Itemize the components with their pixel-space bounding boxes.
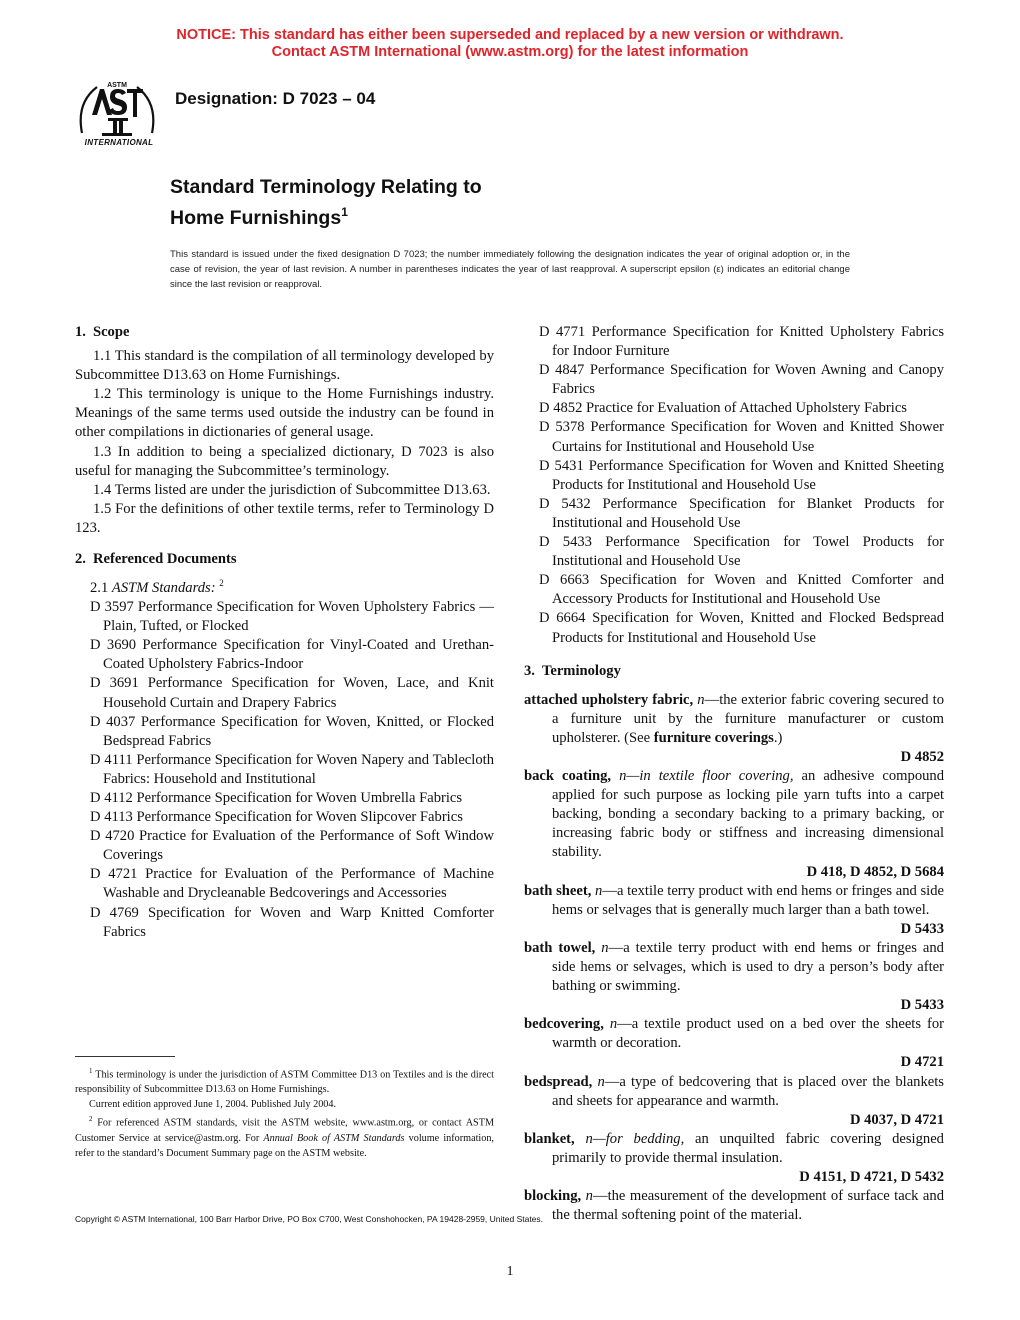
term-definition: —a textile terry product with end hems or fringes and side hems or selvages that is generally much larger than a bath towel. <box>552 882 944 918</box>
term-name: back coating, <box>524 768 612 785</box>
term-definition: —a type of bedcovering that is placed over the blankets and sheets for appearance and warmth. <box>552 1073 944 1109</box>
scope-para: 1.1 This standard is the compilation of all terminology developed by Subcommittee D13.63 on Home Furnishings. <box>75 348 494 384</box>
term-pos: n <box>595 882 603 899</box>
term-pos: n <box>619 768 627 785</box>
footnotes <box>75 1064 494 1161</box>
term-name: bedcovering, <box>524 1016 604 1033</box>
footnote-1-edition: Current edition approved June 1, 2004. Published July 2004. <box>89 1099 337 1111</box>
term-name: blocking, <box>524 1188 582 1205</box>
term-pos: n <box>585 1188 593 1205</box>
designation: Designation: D 7023 – 04 <box>175 89 376 108</box>
logo-wordmark: INTERNATIONAL <box>84 138 154 147</box>
term-citation: D 4721 <box>900 1054 944 1071</box>
referenced-standard: D 4720 Practice for Evaluation of the Performance of Soft Window Coverings <box>90 828 494 864</box>
scope-para: 1.2 This terminology is unique to the Home Furnishings industry. Meanings of the same terms used outside the industry can be found in other compilations in dictionaries of general usage. <box>75 386 494 441</box>
referenced-standard: D 5433 Performance Specification for Towel Products for Institutional and Household Use <box>539 534 944 570</box>
term-entry <box>524 1015 944 1072</box>
term-entry <box>524 939 944 1015</box>
notice-line-1: NOTICE: This standard has either been superseded and replaced by a new version or withdrawn. <box>176 27 844 43</box>
referenced-standard: D 4721 Practice for Evaluation of the Performance of Machine Washable and Drycleanable Bedcoverings and Accessories <box>90 866 494 902</box>
term-definition: an unquilted fabric covering designed primarily to provide thermal insulation. <box>552 1130 944 1166</box>
term-entry <box>524 767 944 882</box>
section-terminology-heading: 3. Terminology <box>524 662 621 679</box>
referenced-standard: D 4111 Performance Specification for Woven Napery and Tablecloth Fabrics: Household and Institutional <box>90 751 494 787</box>
term-entry <box>524 882 944 939</box>
term-pos: n <box>697 691 705 708</box>
referenced-standard: D 4112 Performance Specification for Woven Umbrella Fabrics <box>90 790 463 807</box>
term-entry: attached upholstery fabric, n—the exterior fabric covering secured to a furniture unit by the furniture manufacturer or custom upholsterer. (See furniture coverings.) D 4852 <box>524 691 944 767</box>
referenced-standard: D 3691 Performance Specification for Woven, Lace, and Knit Household Curtain and Drapery Fabrics <box>90 675 494 711</box>
term-name: bath towel, <box>524 939 596 956</box>
term-qualifier: —in textile floor covering, <box>626 768 794 785</box>
term-pos: n <box>609 1016 618 1033</box>
term-see-also: furniture coverings <box>653 729 774 746</box>
term-name: bedspread, <box>524 1073 593 1090</box>
referenced-standard: D 4769 Specification for Woven and Warp Knitted Comforter Fabrics <box>90 904 494 940</box>
term-entry <box>524 1073 944 1130</box>
term-entry <box>524 1130 944 1187</box>
term-name: attached upholstery fabric, <box>524 691 694 708</box>
referenced-standard: D 4847 Performance Specification for Woven Awning and Canopy Fabrics <box>539 362 944 398</box>
astm-standards-subheading: 2.1 ASTM Standards: $^2$ <box>90 578 224 596</box>
term-citation: D 5433 <box>900 997 944 1014</box>
referenced-standard: D 3597 Performance Specification for Woven Upholstery Fabrics — Plain, Tufted, or Flocked <box>90 599 494 635</box>
referenced-standard: D 6664 Specification for Woven, Knitted and Flocked Bedspread Products for Institutional and Household Use <box>539 610 944 646</box>
withdrawn-notice <box>0 27 1020 61</box>
term-citation: D 418, D 4852, D 5684 <box>806 863 944 880</box>
right-column <box>524 323 944 1225</box>
referenced-standard: D 4771 Performance Specification for Knitted Upholstery Fabrics for Indoor Furniture <box>539 324 944 360</box>
logo-text: ASTM <box>107 82 127 89</box>
term-definition: an adhesive compound applied for such purpose as locking pile yarn tufts into a carpet backing, bonding a secondary backing to a primary backing, or increasing fabric body or stiffness and increasing dimensional stability. <box>552 768 945 861</box>
title-line-2: Home Furnishings <box>170 207 342 229</box>
term-definition: —the measurement of the development of surface tack and the thermal softening point of the material. <box>552 1188 945 1224</box>
term-definition: —a textile terry product with end hems or fringes and side hems or selvages, which is used to dry a person’s body after bathing or swimming. <box>552 939 944 995</box>
issuance-statement: This standard is issued under the fixed designation D 7023; the number immediately following the designation indicates the year of original adoption or, in the case of revision, the year of last revision. A number in parentheses indicates the year of last reapproval. A superscript epsilon (ε) indicates an editorial change since the last revision or reapproval. <box>170 249 850 290</box>
term-definition: —the exterior fabric covering secured to a furniture unit by the furniture manufacturer or custom upholsterer. (See <box>552 691 944 746</box>
referenced-standard: D 4037 Performance Specification for Woven, Knitted, or Flocked Bedspread Fabrics <box>90 713 494 749</box>
footnote-2: $^2$ For referenced ASTM standards, visit the ASTM website, www.astm.org, or contact ASTM Customer Service at service@astm.org. For Annual Book of ASTM Standards volume information, refer to the standard’s Document Summary page on the ASTM website. <box>75 1115 495 1159</box>
referenced-standard: D 6663 Specification for Woven and Knitted Comforter and Accessory Products for Institutional and Household Use <box>539 572 944 608</box>
copyright: Copyright © ASTM International, 100 Barr Harbor Drive, PO Box C700, West Conshohocken, PA 19428-2959, United States. <box>75 1214 544 1224</box>
section-scope-heading: 1. Scope <box>75 324 130 340</box>
scope-para: 1.3 In addition to being a specialized dictionary, D 7023 is also useful for managing the Subcommittee’s terminology. <box>75 443 494 479</box>
term-pos: n <box>585 1130 593 1147</box>
document-title <box>170 175 482 231</box>
scope-para: 1.5 For the definitions of other textile terms, refer to Terminology D 123. <box>75 500 494 536</box>
section-refdocs-heading: 2. Referenced Documents <box>75 551 237 568</box>
referenced-standard: D 4113 Performance Specification for Woven Slipcover Fabrics <box>90 809 463 826</box>
title-footnote-ref: 1 <box>341 205 348 219</box>
notice-line-2: Contact ASTM International (www.astm.org) for the latest information <box>271 44 749 60</box>
term-definition: —a textile product used on a bed over the sheets for warmth or decoration. <box>552 1016 944 1052</box>
term-citation: D 4037, D 4721 <box>849 1111 944 1128</box>
footnote-1: $^1$ This terminology is under the jurisdiction of ASTM Committee D13 on Textiles and is the direct responsibility of Subcommittee D13.63 on Home Furnishings. <box>75 1067 494 1096</box>
term-citation: D 4151, D 4721, D 5432 <box>799 1169 944 1186</box>
term-pos: n <box>597 1073 605 1090</box>
term-name: blanket, <box>524 1130 575 1147</box>
term-citation: D 5433 <box>900 920 944 937</box>
referenced-standard: D 5432 Performance Specification for Blanket Products for Institutional and Household Use <box>539 495 944 531</box>
term-pos: n <box>601 939 609 956</box>
term-citation: D 4852 <box>900 748 944 765</box>
page-number: 1 <box>506 1264 514 1279</box>
term-entry <box>524 1187 944 1225</box>
term-name: bath sheet, <box>524 882 592 899</box>
left-column <box>75 323 494 942</box>
referenced-standard: D 3690 Performance Specification for Vinyl-Coated and Urethan-Coated Upholstery Fabrics-Indoor <box>90 637 494 673</box>
title-line-1: Standard Terminology Relating to <box>170 176 482 198</box>
referenced-standard: D 5431 Performance Specification for Woven and Knitted Sheeting Products for Institutional and Household Use <box>539 457 944 493</box>
referenced-standard: D 5378 Performance Specification for Woven and Knitted Shower Curtains for Institutional and Household Use <box>539 419 944 455</box>
term-qualifier: —for bedding, <box>592 1130 685 1147</box>
referenced-standard: D 4852 Practice for Evaluation of Attached Upholstery Fabrics <box>539 400 907 417</box>
scope-para: 1.4 Terms listed are under the jurisdiction of Subcommittee D13.63. <box>93 481 491 498</box>
footnote-rule <box>75 1056 175 1057</box>
